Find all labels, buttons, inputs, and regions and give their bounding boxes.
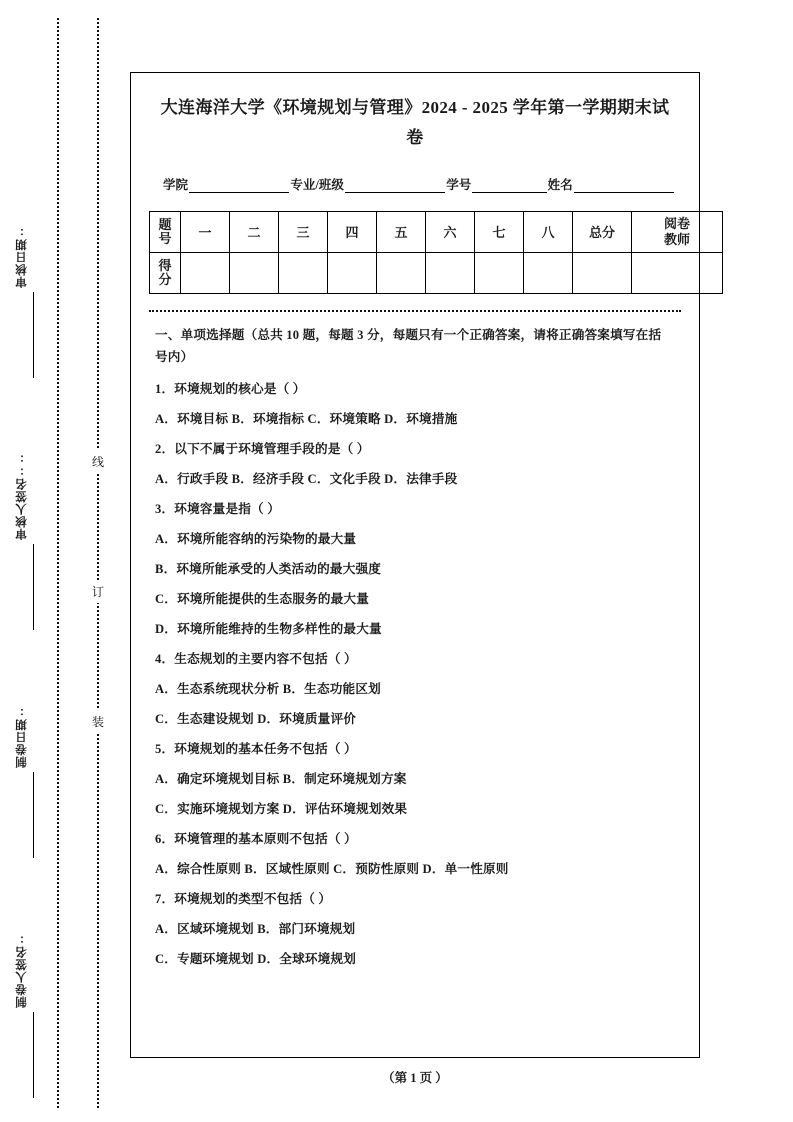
question-4-options-line-1: A．生态系统现状分析 B．生态功能区划 <box>155 681 381 696</box>
questions-body <box>149 324 681 968</box>
score-table-rowhead-score: 得 分 <box>150 252 181 293</box>
sidebar-label-author-signature: 制卷人签名: <box>16 932 28 1008</box>
score-cell-3[interactable] <box>279 252 328 293</box>
question-4-options-line-2: C．生态建设规划 D．环境质量评价 <box>155 711 357 726</box>
score-cell-5[interactable] <box>377 252 426 293</box>
score-cell-1[interactable] <box>181 252 230 293</box>
field-blank-major-class[interactable] <box>345 179 445 193</box>
score-table <box>149 211 723 294</box>
score-table-col-total: 总分 <box>573 211 632 252</box>
sidebar-label-group <box>14 120 54 1060</box>
binding-char-ding: 订 <box>88 580 108 603</box>
question-6-stem: 6．环境管理的基本原则不包括（ ） <box>155 831 357 846</box>
score-cell-6[interactable] <box>426 252 475 293</box>
question-7-options-line-1: A．区域环境规划 B．部门环境规划 <box>155 921 356 936</box>
score-table-col-3: 三 <box>279 211 328 252</box>
student-info-line <box>163 175 675 193</box>
binding-char-xian: 线 <box>88 450 108 473</box>
binding-sidebar <box>0 0 130 1122</box>
question-5-options-line-2: C．实施环境规划方案 D．评估环境规划效果 <box>155 801 408 816</box>
section-divider-dotted <box>149 310 681 312</box>
field-label-college: 学院 <box>163 177 189 192</box>
question-3-options-line-2: B．环境所能承受的人类活动的最大强度 <box>155 561 382 576</box>
score-cell-2[interactable] <box>230 252 279 293</box>
field-label-name: 姓名 <box>547 177 573 192</box>
score-cell-total[interactable] <box>573 252 632 293</box>
field-blank-name[interactable] <box>574 179 674 193</box>
question-7-options-line-2: C．专题环境规划 D．全球环境规划 <box>155 951 357 966</box>
grader-label-line1: 阅卷 <box>663 215 690 231</box>
score-table-rowhead-question-number: 题 号 <box>150 211 181 252</box>
question-5-options-line-1: A．确定环境规划目标 B．制定环境规划方案 <box>155 771 407 786</box>
binding-char-zhuang: 装 <box>88 710 108 733</box>
score-table-col-8: 八 <box>524 211 573 252</box>
score-cell-7[interactable] <box>475 252 524 293</box>
score-table-col-6: 六 <box>426 211 475 252</box>
score-table-col-2: 二 <box>230 211 279 252</box>
score-table-col-7: 七 <box>475 211 524 252</box>
question-6-options-line-1: A．综合性原则 B．区域性原则 C．预防性原则 D．单一性原则 <box>155 861 509 876</box>
question-3-options-line-1: A．环境所能容纳的污染物的最大量 <box>155 531 357 546</box>
question-2-options-line-1: A．行政手段 B．经济手段 C．文化手段 D．法律手段 <box>155 471 458 486</box>
question-7-stem: 7．环境规划的类型不包括（ ） <box>155 891 332 906</box>
field-blank-college[interactable] <box>189 179 289 193</box>
sidebar-rule-paper-date <box>33 772 34 858</box>
question-3-options-line-3: C．环境所能提供的生态服务的最大量 <box>155 591 369 606</box>
table-row-scores <box>150 252 723 293</box>
question-1-options-line-1: A．环境目标 B．环境指标 C．环境策略 D．环境措施 <box>155 411 458 426</box>
grader-label-line2: 教师 <box>663 231 690 247</box>
sidebar-label-review-date: 审核日期: <box>16 225 28 288</box>
exam-sheet <box>130 72 700 1058</box>
field-label-major-class: 专业/班级 <box>290 177 344 192</box>
table-row-question-numbers <box>150 211 723 252</box>
score-table-col-1: 一 <box>181 211 230 252</box>
question-5-stem: 5．环境规划的基本任务不包括（ ） <box>155 741 357 756</box>
score-table-col-4: 四 <box>328 211 377 252</box>
score-cell-8[interactable] <box>524 252 573 293</box>
section-heading: 一、单项选择题（总共 10 题，每题 3 分，每题只有一个正确答案，请将正确答案填写在括号内） <box>155 327 662 364</box>
binding-dotted-line-outer <box>57 18 59 1108</box>
page-title: 大连海洋大学《环境规划与管理》2024 - 2025 学年第一学期期末试卷 <box>160 98 670 147</box>
sidebar-rule-review-date <box>33 292 34 378</box>
sidebar-label-paper-date: 制卷日期: <box>16 705 28 768</box>
score-table-col-grader <box>632 211 723 252</box>
question-4-stem: 4．生态规划的主要内容不包括（ ） <box>155 651 357 666</box>
field-blank-student-id[interactable] <box>472 179 546 193</box>
score-table-col-5: 五 <box>377 211 426 252</box>
score-cell-grader[interactable] <box>632 252 723 293</box>
question-1-stem: 1．环境规划的核心是（ ） <box>155 381 306 396</box>
binding-dotted-line-inner <box>97 18 99 1108</box>
sidebar-rule-reviewer-signature <box>33 544 34 630</box>
page-footer: （第 1 页 ） <box>382 1071 448 1085</box>
sidebar-rule-author-signature <box>33 1012 34 1098</box>
sidebar-label-reviewer-signature: 审核人签名:: <box>16 451 28 540</box>
question-3-stem: 3．环境容量是指（ ） <box>155 501 280 516</box>
score-cell-4[interactable] <box>328 252 377 293</box>
question-2-stem: 2．以下不属于环境管理手段的是（ ） <box>155 441 370 456</box>
field-label-student-id: 学号 <box>446 177 472 192</box>
question-3-options-line-4: D．环境所能维持的生物多样性的最大量 <box>155 621 382 636</box>
